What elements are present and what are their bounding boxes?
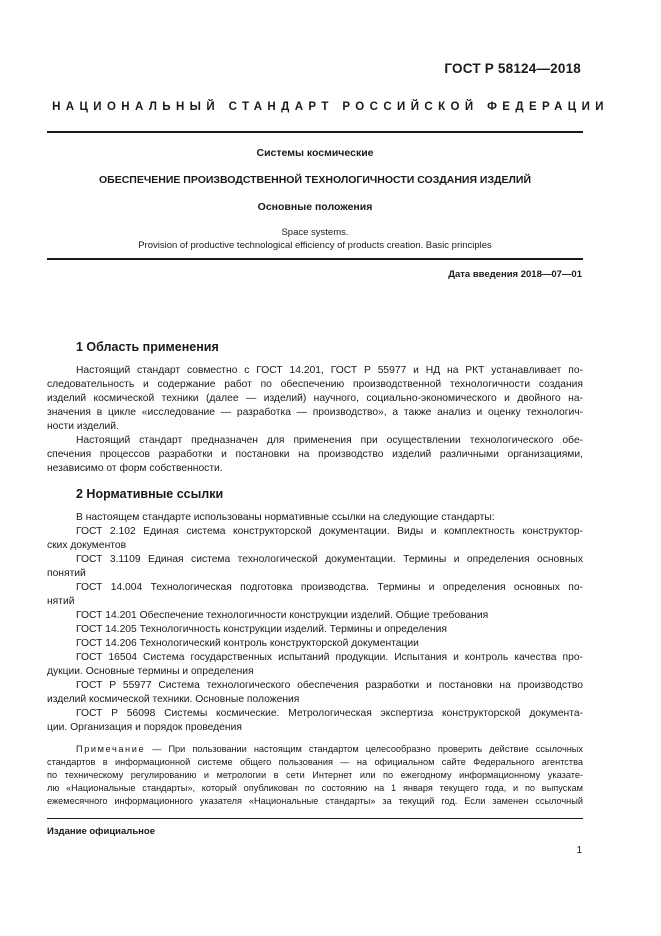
reference-line: ГОСТ 14.004 Технологическая подготовка производства. Термины и определения основных по-	[76, 582, 583, 593]
paragraph-line: Настоящий стандарт предназначен для применения при осуществлении технологического обе-	[76, 435, 583, 446]
paragraph-line: независимо от форм собственности.	[47, 463, 223, 474]
paragraph-line: следовательность и содержание работ по обеспечению производственной технологичности создания	[47, 379, 583, 390]
reference-line: ских документов	[47, 540, 127, 551]
paragraph-line: значения в цикле «исследование — разработка — производство», а также анализ и оценку технологич-	[47, 407, 583, 418]
note-label: Примечание	[76, 744, 146, 754]
reference-line: ГОСТ 14.205 Технологичность конструкции изделий. Термины и определения	[76, 624, 447, 635]
section-1-heading: 1 Область применения	[76, 340, 219, 354]
reference-line: В настоящем стандарте использованы нормативные ссылки на следующие стандарты:	[76, 512, 495, 523]
note-line: по техническому регулированию и метрологии в сети Интернет или по ежегодному информационному указате-	[47, 770, 583, 780]
paragraph-line: изделий космической техники (далее — изделий) научного, социально-экономического и двойного на-	[47, 393, 583, 404]
title-english-line-2: Provision of productive technological efficiency of products creation. Basic principles	[138, 240, 492, 251]
note-line: лю «Национальные стандарты», который опубликован по состоянию на 1 января текущего года, и по выпускам	[47, 783, 583, 793]
reference-line: ГОСТ Р 55977 Система технологического обеспечения разработки и постановки на производство	[76, 680, 583, 691]
paragraph-line: ности изделий.	[47, 421, 119, 432]
reference-line: дукции. Основные термины и определения	[47, 666, 254, 677]
header-divider	[47, 131, 583, 133]
reference-line: понятий	[47, 568, 86, 579]
title-main: ОБЕСПЕЧЕНИЕ ПРОИЗВОДСТВЕННОЙ ТЕХНОЛОГИЧНОСТИ СОЗДАНИЯ ИЗДЕЛИЙ	[99, 174, 531, 186]
note-line: ежемесячного информационного указателя «Национальные стандарты» за текущий год. Если заменен ссылочный	[47, 796, 583, 806]
reference-line: ГОСТ Р 56098 Системы космические. Метрологическая экспертиза конструкторской документа-	[76, 708, 583, 719]
note-line: стандартов в информационной системе общего пользования — на официальном сайте Федерального агентства	[47, 757, 583, 767]
title-divider	[47, 258, 583, 260]
reference-line: ции. Организация и порядок проведения	[47, 722, 242, 733]
reference-line: ГОСТ 3.1109 Единая система технологической документации. Термины и определения основных	[76, 554, 583, 565]
reference-line: изделий космической техники. Основные положения	[47, 694, 300, 705]
standard-code: ГОСТ Р 58124—2018	[444, 61, 581, 76]
title-sub: Основные положения	[257, 201, 373, 213]
national-standard-heading: НАЦИОНАЛЬНЫЙ СТАНДАРТ РОССИЙСКОЙ ФЕДЕРАЦИИ	[52, 101, 609, 113]
reference-line: ГОСТ 14.206 Технологический контроль конструкторской документации	[76, 638, 419, 649]
paragraph-line: Настоящий стандарт совместно с ГОСТ 14.201, ГОСТ Р 55977 и НД на РКТ устанавливает по-	[76, 365, 583, 376]
title-group: Системы космические	[256, 147, 374, 159]
title-english-line-1: Space systems.	[281, 227, 349, 238]
introduction-date: Дата введения 2018—07—01	[448, 269, 582, 280]
reference-line: ГОСТ 2.102 Единая система конструкторской документации. Виды и комплектность конструктор-	[76, 526, 583, 537]
reference-line: нятий	[47, 596, 75, 607]
reference-line: ГОСТ 16504 Система государственных испытаний продукции. Испытания и контроль качества про-	[76, 652, 583, 663]
note-text: — При пользовании настоящим стандартом целесообразно проверить действие ссылочных	[145, 744, 583, 754]
reference-line: ГОСТ 14.201 Обеспечение технологичности конструкции изделий. Общие требования	[76, 610, 489, 621]
official-edition-label: Издание официальное	[47, 826, 155, 837]
note-first-line	[76, 743, 583, 755]
section-2-heading: 2 Нормативные ссылки	[76, 487, 224, 501]
page-number: 1	[576, 845, 582, 856]
footer-divider	[47, 818, 583, 819]
paragraph-line: спечения процессов разработки и постановки на производство изделий различными организациями,	[47, 449, 583, 460]
